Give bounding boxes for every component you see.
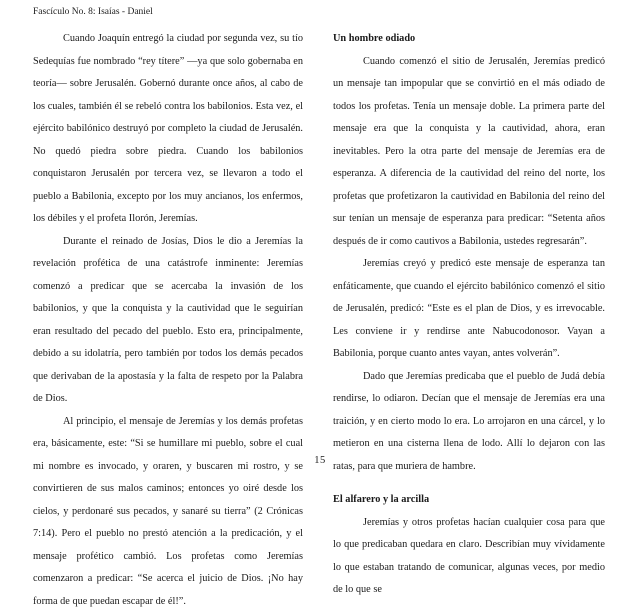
body-paragraph: Al principio, el mensaje de Jeremías y los demás profetas era, básicamente, este: “Si se humillare mi pueblo, sobre el cual mi nombre es invocado, y oraren, y buscaren mi rostro, y se convirtieren de sus malos caminos; entonces yo oiré desde los cielos, y perdonaré sus pecados, y sanaré su tierra” (2 Crónicas 7:14). Pero el pueblo no prestó atención a la predicación, y el mensaje profético cambió. Los profetas como Jeremías comenzaron a predicar: “Se acerca el juicio de Dios. ¡No hay forma de que puedan escapar de él!”. <box>33 411 303 613</box>
right-column <box>333 28 605 602</box>
body-paragraph: Jeremías creyó y predicó este mensaje de esperanza tan enfáticamente, que cuando el ejército babilónico comenzó el sitio de Jerusalén, predicó: “Este es el plan de Dios, y es irrevocable. Les conviene ir y rendirse ante Nabucodonosor. Vayan a Babilonia, porque cuanto antes vayan, antes volverán”. <box>333 253 605 366</box>
body-paragraph: Jeremías y otros profetas hacían cualquier cosa para que lo que predicaban quedara en claro. Describían muy vívidamente lo que estaban tratando de comunicar, algunas veces, por medio de lo que se <box>333 512 605 602</box>
left-column <box>33 28 303 613</box>
section-heading: El alfarero y la arcilla <box>333 489 605 512</box>
body-paragraph: Cuando comenzó el sitio de Jerusalén, Jeremías predicó un mensaje tan impopular que se convirtió en el más odiado de todos los profetas. Tenía un mensaje doble. La primera parte del mensaje era que la conquista y la cautividad, ahora, eran inevitables. Pero la otra parte del mensaje de Jeremías era de esperanza. A diferencia de la cautividad del reino del norte, los profetas que profetizaron la cautividad en Babilonia del reino del sur tenían un mensaje de esperanza para predicar: “Setenta años después de ir como cautivos a Babilonia, ustedes regresarán”. <box>333 51 605 254</box>
body-paragraph: Durante el reinado de Josías, Dios le dio a Jeremías la revelación profética de una catástrofe inminente: Jeremías comenzó a predicar que se acercaba la invasión de los babilonios, y que la conquista y la cautividad que le seguirían eran resultado del pecado del pueblo. Esto era, principalmente, debido a su idolatría, pero también por todos los demás pecados que derivaban de la apostasía y la falta de respeto por la Palabra de Dios. <box>33 231 303 411</box>
running-header: Fascículo No. 8: Isaías - Daniel <box>33 6 153 18</box>
body-paragraph: Dado que Jeremías predicaba que el pueblo de Judá debía rendirse, lo odiaron. Decían que el mensaje de Jeremías era una traición, y en cierto modo lo era. Lo arrojaron en una cárcel, y lo metieron en una cisterna llena de lodo. Allí lo dejaron con las ratas, para que muriera de hambre. <box>333 366 605 479</box>
body-paragraph: Cuando Joaquín entregó la ciudad por segunda vez, su tío Sedequías fue nombrado “rey títere” —ya que solo gobernaba en teoría— sobre Jerusalén. Gobernó durante once años, al cabo de los cuales, también él se rebeló contra los babilonios. Esta vez, el ejército babilónico destruyó por completo la ciudad de Jerusalén. No quedó piedra sobre piedra. Cuando los babilonios conquistaron Jerusalén por tercera vez, se llevaron a todo el pueblo a Babilonia, excepto por los muy ancianos, los enfermos, los débiles y el profeta Ilorón, Jeremías. <box>33 28 303 231</box>
page-number: 15 <box>300 455 340 467</box>
section-heading: Un hombre odiado <box>333 28 605 51</box>
